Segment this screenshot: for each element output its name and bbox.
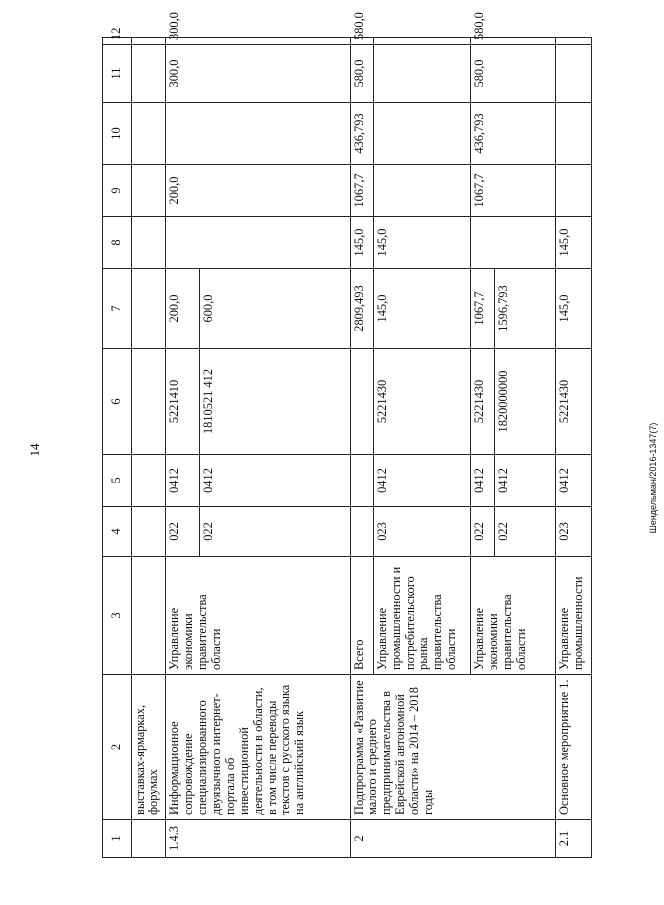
cell <box>373 165 470 217</box>
cell: 1067,7 <box>350 165 373 217</box>
table-row <box>166 38 200 858</box>
cell <box>373 45 470 103</box>
cell: 580,0 <box>471 38 556 45</box>
cell <box>350 455 373 507</box>
cell: 145,0 <box>555 269 591 349</box>
cell: 580,0 <box>350 38 373 45</box>
cell: Управление экономики правительства области <box>471 557 556 675</box>
cell: 300,0 <box>166 38 350 45</box>
cell: 1596,793 <box>494 269 555 349</box>
cell <box>131 45 166 103</box>
cell <box>350 507 373 557</box>
table-row <box>555 38 591 858</box>
cell <box>471 217 556 269</box>
cell <box>373 38 470 45</box>
cell: 0412 <box>373 455 470 507</box>
cell: 145,0 <box>373 269 470 349</box>
cell <box>373 103 470 165</box>
cell: Подпрограмма «Развитие малого и среднего предпринимательства в Еврейской автономной области» на 2014 – 2018 годы <box>350 675 555 820</box>
cell: 022 <box>471 507 494 557</box>
cell: 200,0 <box>166 165 350 217</box>
cell: 580,0 <box>350 45 373 103</box>
cell <box>131 103 166 165</box>
cell: Управление промышленности и потребительского рынка правительства области <box>373 557 470 675</box>
cell <box>131 165 166 217</box>
cell: Информационное сопровождение специализированного двуязычного интернет-портала об инвестиционной деятельности в области, в том числе переводы текстов с русского языка на английский язык <box>166 675 350 820</box>
cell: 022 <box>494 507 555 557</box>
cell: 145,0 <box>555 217 591 269</box>
cell: 1.4.3 <box>166 820 350 858</box>
cell <box>555 103 591 165</box>
rotated-table-container <box>102 12 592 858</box>
cell: 600,0 <box>200 269 350 349</box>
header-cell: 12 <box>103 38 132 45</box>
cell <box>555 165 591 217</box>
cell <box>166 217 350 269</box>
cell <box>166 103 350 165</box>
header-cell: 1 <box>103 820 132 858</box>
cell: 2809,493 <box>350 269 373 349</box>
header-cell: 4 <box>103 507 132 557</box>
cell <box>350 349 373 455</box>
cell: 0412 <box>471 455 494 507</box>
cell: 022 <box>200 507 350 557</box>
page-number: 14 <box>27 443 42 457</box>
cell <box>131 557 166 675</box>
cell: 023 <box>373 507 470 557</box>
cell: Управление промышленности <box>555 557 591 675</box>
cell: 200,0 <box>166 269 200 349</box>
cell: Всего <box>350 557 373 675</box>
cell: 5221410 <box>166 349 200 455</box>
header-cell: 6 <box>103 349 132 455</box>
cell: 0412 <box>494 455 555 507</box>
header-cell: 7 <box>103 269 132 349</box>
cell: 436,793 <box>471 103 556 165</box>
header-cell: 8 <box>103 217 132 269</box>
cell: 1067,7 <box>471 269 494 349</box>
cell: 1820000000 <box>494 349 555 455</box>
document-stamp: Шендельман/2016-1347(7) <box>648 422 658 534</box>
cell: Основное мероприятие 1. <box>555 675 591 820</box>
table-row <box>350 38 373 858</box>
cell: 436,793 <box>350 103 373 165</box>
cell: 1067,7 <box>471 165 556 217</box>
cell: 1810521 412 <box>200 349 350 455</box>
cell: 145,0 <box>350 217 373 269</box>
header-row <box>103 38 132 858</box>
cell <box>131 217 166 269</box>
cell: 145,0 <box>373 217 470 269</box>
cell: 300,0 <box>166 45 350 103</box>
cell: 0412 <box>200 455 350 507</box>
cell <box>131 507 166 557</box>
header-cell: 3 <box>103 557 132 675</box>
header-cell: 2 <box>103 675 132 820</box>
cell: Управление экономики правительства области <box>166 557 350 675</box>
header-cell: 5 <box>103 455 132 507</box>
header-cell: 11 <box>103 45 132 103</box>
cell <box>131 349 166 455</box>
cell: 022 <box>166 507 200 557</box>
cell: 2 <box>350 820 555 858</box>
header-cell: 10 <box>103 103 132 165</box>
cell: 0412 <box>555 455 591 507</box>
cell: 5221430 <box>373 349 470 455</box>
cell <box>131 269 166 349</box>
cell: 2.1 <box>555 820 591 858</box>
cell: 0412 <box>166 455 200 507</box>
cell: 5221430 <box>555 349 591 455</box>
cell: 023 <box>555 507 591 557</box>
cell <box>131 38 166 45</box>
cell: 5221430 <box>471 349 494 455</box>
cell: 580,0 <box>471 45 556 103</box>
cell <box>555 45 591 103</box>
table-row <box>131 38 166 858</box>
cell: выставках-ярмарках, форумах <box>131 675 166 820</box>
cell <box>555 38 591 45</box>
cell <box>131 820 166 858</box>
header-cell: 9 <box>103 165 132 217</box>
cell <box>131 455 166 507</box>
budget-table <box>102 12 592 858</box>
